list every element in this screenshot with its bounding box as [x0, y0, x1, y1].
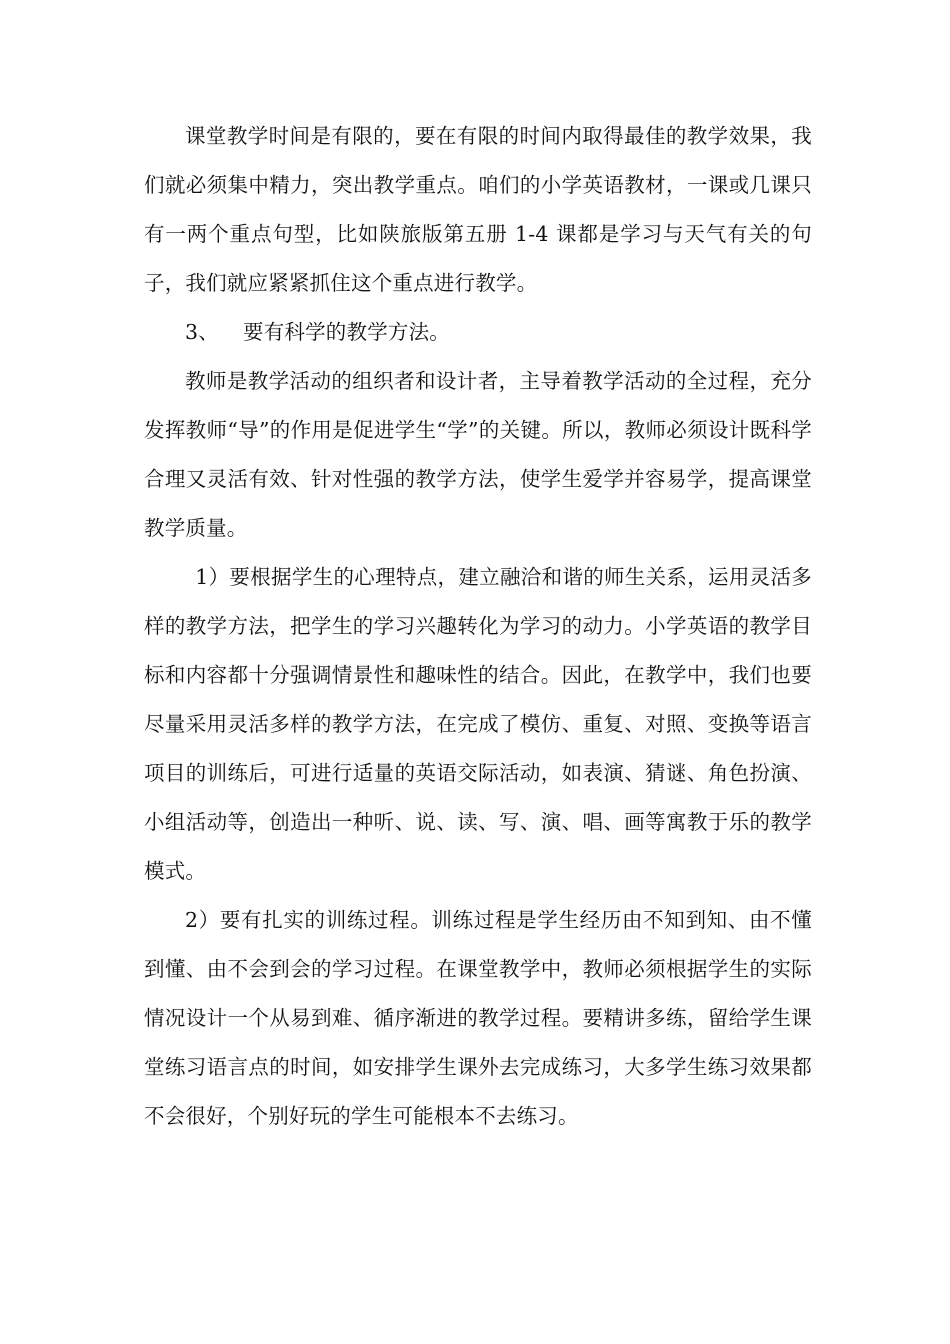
section-number: 3、	[185, 320, 219, 344]
paragraph-teaching-focus: 课堂教学时间是有限的，要在有限的时间内取得最佳的教学效果，我们就必须集中精力，突出教学重点。咱们的小学英语教材，一课或几课只有一两个重点句型，比如陕旅版第五册 1-4 课都是学习与天气有关的句子，我们就应紧紧抓住这个重点进行教学。	[144, 124, 812, 295]
document-body	[144, 112, 812, 1141]
paragraph-point-2: 2）要有扎实的训练过程。训练过程是学生经历由不知到知、由不懂到懂、由不会到会的学习过程。在课堂教学中，教师必须根据学生的实际情况设计一个从易到难、循序渐进的教学过程。要精讲多练，留给学生课堂练习语言点的时间，如安排学生课外去完成练习，大多学生练习效果都不会很好，个别好玩的学生可能根本不去练习。	[144, 908, 812, 1128]
paragraph-teacher-role: 教师是教学活动的组织者和设计者，主导着教学活动的全过程，充分发挥教师“导”的作用是促进学生“学”的关键。所以，教师必须设计既科学合理又灵活有效、针对性强的教学方法，使学生爱学并容易学，提高课堂教学质量。	[144, 369, 812, 540]
section-heading-3	[144, 308, 812, 357]
paragraph-point-1: 1）要根据学生的心理特点，建立融洽和谐的师生关系，运用灵活多样的教学方法，把学生的学习兴趣转化为学习的动力。小学英语的教学目标和内容都十分强调情景性和趣味性的结合。因此，在教学中，我们也要尽量采用灵活多样的教学方法，在完成了模仿、重复、对照、变换等语言项目的训练后，可进行适量的英语交际活动，如表演、猜谜、角色扮演、小组活动等，创造出一种听、说、读、写、演、唱、画等寓教于乐的教学模式。	[144, 565, 812, 883]
section-heading-text: 要有科学的教学方法。	[243, 320, 450, 344]
